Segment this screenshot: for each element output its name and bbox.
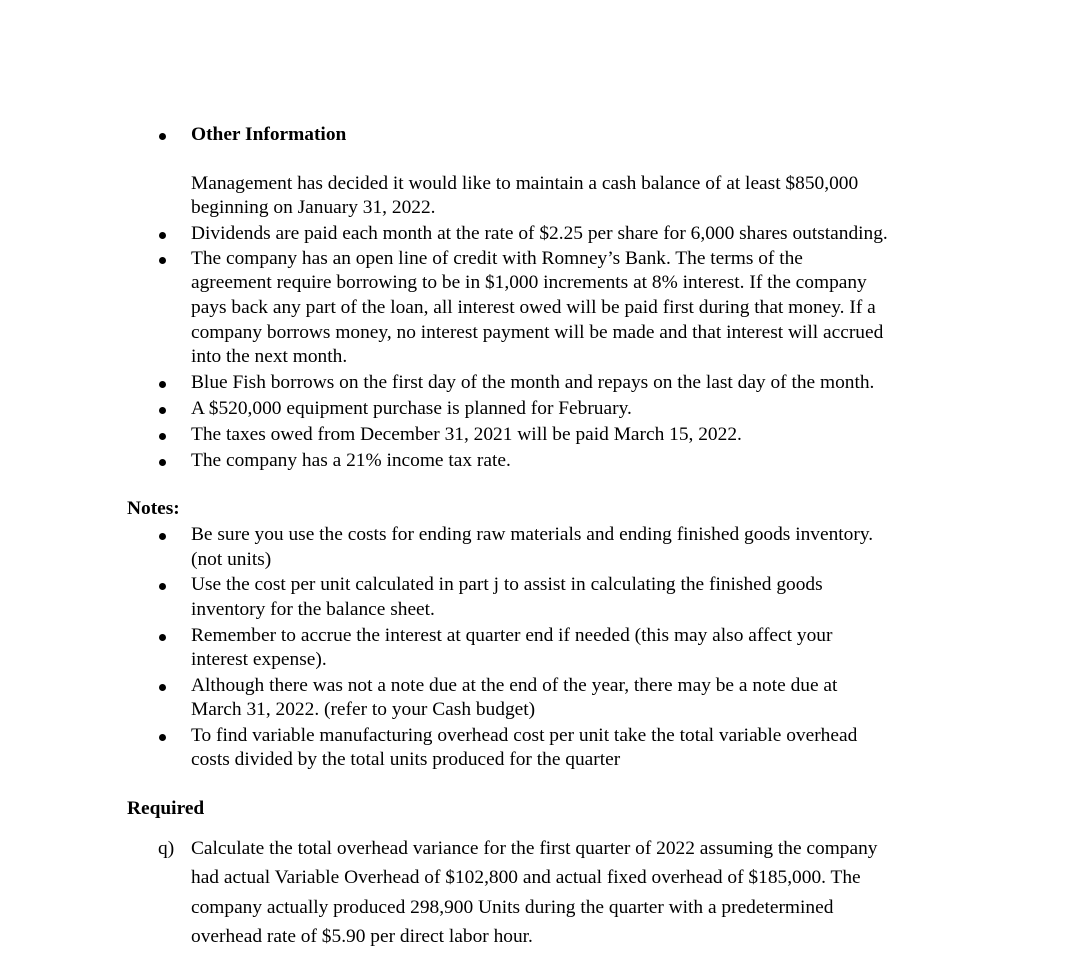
bullet-icon (159, 133, 166, 140)
notes-item: Be sure you use the costs for ending raw materials and ending finished goods inventory. (191, 524, 874, 545)
other-info-item-line-of-credit: into the next month. (191, 346, 348, 367)
required-heading: Required (127, 798, 205, 819)
notes-item: Although there was not a note due at the end of the year, there may be a note due at (191, 675, 838, 696)
notes-item: interest expense). (191, 649, 327, 670)
other-info-item-taxes: The taxes owed from December 31, 2021 will be paid March 15, 2022. (191, 424, 742, 445)
other-info-intro-line: Management has decided it would like to maintain a cash balance of at least $850,000 (191, 173, 859, 194)
bullet-icon (159, 684, 166, 691)
bullet-icon (159, 734, 166, 741)
notes-heading: Notes: (127, 498, 180, 519)
other-info-item-line-of-credit: The company has an open line of credit with Romney’s Bank. The terms of the (191, 248, 803, 269)
bullet-icon (159, 459, 166, 466)
notes-item: inventory for the balance sheet. (191, 599, 435, 620)
bullet-icon (159, 257, 166, 264)
other-info-item-equipment: A $520,000 equipment purchase is planned for February. (191, 398, 632, 419)
bullet-icon (159, 634, 166, 641)
required-item-label: q) (158, 838, 175, 859)
bullet-icon (159, 533, 166, 540)
other-info-intro-line: beginning on January 31, 2022. (191, 197, 436, 218)
required-item-line: Calculate the total overhead variance for the first quarter of 2022 assuming the company (191, 838, 878, 859)
other-info-item-line-of-credit: company borrows money, no interest payment will be made and that interest will accrued (191, 322, 884, 343)
required-item-line: had actual Variable Overhead of $102,800 and actual fixed overhead of $185,000. The (191, 867, 861, 888)
other-info-item-dividends: Dividends are paid each month at the rate of $2.25 per share for 6,000 shares outstanding. (191, 223, 888, 244)
required-item-line: overhead rate of $5.90 per direct labor hour. (191, 926, 533, 947)
notes-item: Use the cost per unit calculated in part j to assist in calculating the finished goods (191, 574, 823, 595)
other-info-item-line-of-credit: agreement require borrowing to be in $1,000 increments at 8% interest. If the company (191, 272, 867, 293)
notes-item: (not units) (191, 549, 272, 570)
notes-item: To find variable manufacturing overhead cost per unit take the total variable overhead (191, 725, 858, 746)
other-info-heading: Other Information (191, 124, 347, 145)
bullet-icon (159, 381, 166, 388)
bullet-icon (159, 232, 166, 239)
required-item-line: company actually produced 298,900 Units during the quarter with a predetermined (191, 897, 834, 918)
bullet-icon (159, 407, 166, 414)
notes-item: costs divided by the total units produced for the quarter (191, 749, 621, 770)
bullet-icon (159, 583, 166, 590)
notes-item: Remember to accrue the interest at quarter end if needed (this may also affect your (191, 625, 833, 646)
other-info-item-tax-rate: The company has a 21% income tax rate. (191, 450, 511, 471)
other-info-item-line-of-credit: pays back any part of the loan, all interest owed will be paid first during that money. If a (191, 297, 876, 318)
notes-item: March 31, 2022. (refer to your Cash budget) (191, 699, 536, 720)
other-info-item-borrowing: Blue Fish borrows on the first day of the month and repays on the last day of the month. (191, 372, 875, 393)
bullet-icon (159, 433, 166, 440)
